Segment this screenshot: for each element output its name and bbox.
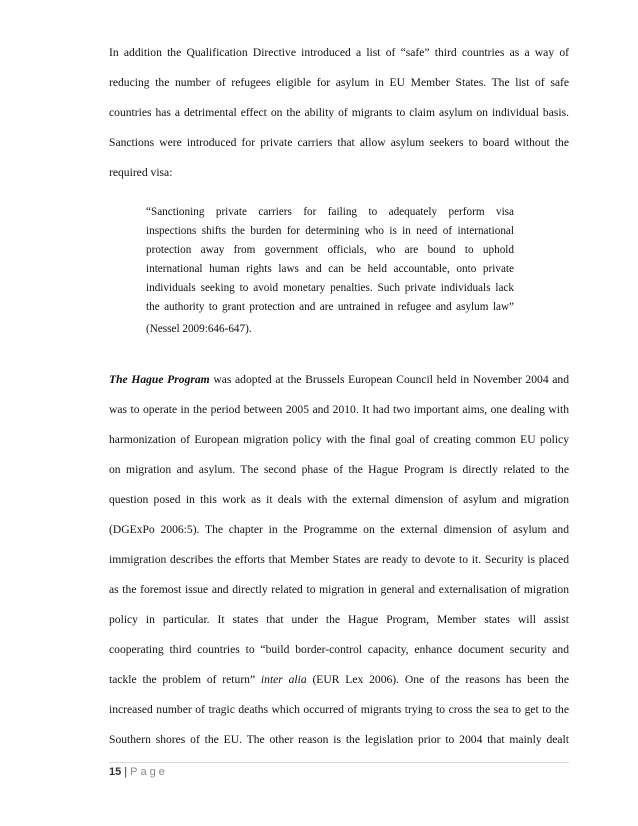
text-line: as the foremost issue and directly related to migration in general and externalisation of migration <box>109 583 569 596</box>
text-run: (EUR Lex 2006). One of the reasons has been the <box>306 673 569 686</box>
text-line: increased number of tragic deaths which occurred of migrants trying to cross the sea to get to the <box>109 703 569 716</box>
quote-line: protection away from government officials, who are bound to uphold <box>146 244 514 256</box>
footer-divider <box>109 762 569 763</box>
text-line: cooperating third countries to “build border-control capacity, enhance document security and <box>109 643 569 656</box>
quote-citation: (Nessel 2009:646-647). <box>146 323 252 335</box>
text-line: immigration describes the efforts that Member States are ready to devote to it. Security is placed <box>109 553 569 566</box>
text-line: policy in particular. It states that under the Hague Program, Member states will assist <box>109 613 569 626</box>
text-line: harmonization of European migration policy with the final goal of creating common EU policy <box>109 433 569 446</box>
text-line: reducing the number of refugees eligible for asylum in EU Member States. The list of safe <box>109 76 569 89</box>
page-label: Page <box>130 766 168 778</box>
text-line: Southern shores of the EU. The other reason is the legislation prior to 2004 that mainly dealt <box>109 733 569 746</box>
text-run: was adopted at the Brussels European Council held in November 2004 and <box>209 373 569 386</box>
page-number: 15 <box>109 766 122 778</box>
footer-separator: | <box>124 766 128 778</box>
text-line: countries has a detrimental effect on the ability of migrants to claim asylum on individual basis. <box>109 106 569 119</box>
text-line <box>109 373 569 387</box>
quote-line: “Sanctioning private carriers for failing to adequately perform visa <box>146 206 514 218</box>
text-line: question posed in this work as it deals with the external dimension of asylum and migration <box>109 493 569 506</box>
text-line <box>109 673 569 687</box>
text-line: on migration and asylum. The second phase of the Hague Program is directly related to the <box>109 463 569 476</box>
text-line: required visa: <box>109 166 173 179</box>
page-footer <box>109 766 168 778</box>
text-line: In addition the Qualification Directive introduced a list of “safe” third countries as a way of <box>109 46 569 59</box>
italic-phrase: inter alia <box>260 673 307 686</box>
text-run: tackle the problem of return” <box>109 673 261 686</box>
quote-line: the authority to grant protection and are untrained in refugee and asylum law” <box>146 301 514 313</box>
section-title-hague-program: The Hague Program <box>109 373 210 386</box>
text-line: (DGExPo 2006:5). The chapter in the Programme on the external dimension of asylum and <box>109 523 569 536</box>
quote-line: inspections shifts the burden for determining who is in need of international <box>146 225 514 237</box>
quote-line: international human rights laws and can be held accountable, onto private <box>146 263 514 275</box>
text-line: was to operate in the period between 2005 and 2010. It had two important aims, one dealing with <box>109 403 569 416</box>
quote-line: individuals seeking to avoid monetary penalties. Such private individuals lack <box>146 282 514 294</box>
text-line: Sanctions were introduced for private carriers that allow asylum seekers to board without the <box>109 136 569 149</box>
